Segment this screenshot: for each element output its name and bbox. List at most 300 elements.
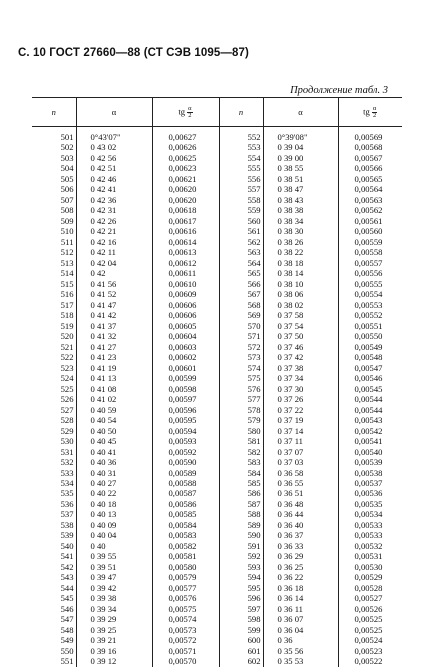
cell-alpha: 0 40 09	[76, 520, 152, 530]
table-continuation-label: Продолжение табл. 3	[290, 85, 388, 96]
table-row	[32, 572, 402, 582]
cell-n: 558	[219, 195, 263, 205]
cell-n: 532	[60, 457, 74, 468]
cell-tan-half-alpha: 0,00539	[338, 457, 402, 467]
cell-alpha: 0 40 36	[76, 457, 152, 467]
cell-n: 531	[60, 446, 74, 457]
cell-tan-half-alpha: 0,00595	[152, 415, 219, 425]
cell-tan-half-alpha: 0,00559	[338, 237, 402, 247]
cell-n: 568	[219, 300, 263, 310]
column-header-n-2: n	[219, 98, 263, 127]
cell-alpha: 0 37 38	[263, 363, 338, 373]
cell-alpha: 0 36 07	[263, 614, 338, 624]
cell-tan-half-alpha: 0,00532	[338, 541, 402, 551]
cell-n: 551	[60, 656, 74, 667]
cell-tan-half-alpha: 0,00620	[152, 184, 219, 194]
cell-tan-half-alpha: 0,00602	[152, 352, 219, 362]
cell-tan-half-alpha: 0,00616	[152, 226, 219, 236]
cell-n: 516	[60, 289, 74, 300]
cell-n: 519	[60, 320, 74, 331]
half-alpha-fraction	[372, 106, 377, 119]
cell-tan-half-alpha: 0,00546	[338, 373, 402, 383]
cell-n: 573	[219, 352, 263, 362]
cell-n: 548	[60, 624, 74, 635]
cell-n: 582	[219, 447, 263, 457]
cell-n: 565	[219, 268, 263, 278]
table-row	[32, 530, 402, 540]
cell-n: 587	[219, 499, 263, 509]
cell-alpha: 0 42 36	[76, 195, 152, 205]
column-header-tan-half-alpha-2	[338, 98, 402, 127]
cell-tan-half-alpha: 0,00626	[152, 142, 219, 152]
cell-tan-half-alpha: 0,00538	[338, 468, 402, 478]
cell-alpha: 0 37 46	[263, 342, 338, 352]
cell-n: 542	[60, 561, 74, 572]
cell-n: 589	[219, 520, 263, 530]
cell-alpha: 0 36 55	[263, 478, 338, 488]
cell-tan-half-alpha: 0,00556	[338, 268, 402, 278]
half-alpha-fraction	[187, 106, 192, 119]
cell-tan-half-alpha: 0,00554	[338, 289, 402, 299]
cell-alpha: 0 41 42	[76, 310, 152, 320]
cell-n: 510	[60, 226, 74, 237]
table-row	[32, 237, 402, 247]
cell-n: 504	[60, 163, 74, 174]
table-row	[32, 279, 402, 289]
cell-tan-half-alpha: 0,00599	[152, 373, 219, 383]
cell-alpha: 0 42 41	[76, 184, 152, 194]
cell-tan-half-alpha: 0,00533	[338, 530, 402, 540]
cell-tan-half-alpha: 0,00533	[338, 520, 402, 530]
cell-n: 508	[60, 205, 74, 216]
cell-alpha: 0 39 42	[76, 583, 152, 593]
cell-tan-half-alpha: 0,00620	[152, 195, 219, 205]
cell-alpha: 0 38 47	[263, 184, 338, 194]
cell-tan-half-alpha: 0,00553	[338, 300, 402, 310]
cell-alpha: 0 41 52	[76, 289, 152, 299]
table-row	[32, 394, 402, 404]
table-row	[32, 520, 402, 530]
cell-tan-half-alpha: 0,00593	[152, 436, 219, 446]
cell-alpha: 0 36 51	[263, 488, 338, 498]
cell-alpha: 0 36 58	[263, 468, 338, 478]
cell-alpha: 0 40 13	[76, 509, 152, 519]
cell-tan-half-alpha: 0,00564	[338, 184, 402, 194]
cell-alpha: 0 36 04	[263, 625, 338, 635]
cell-tan-half-alpha: 0,00575	[152, 604, 219, 614]
cell-n: 545	[60, 593, 74, 604]
cell-tan-half-alpha: 0,00555	[338, 279, 402, 289]
tan-label: tg	[178, 105, 186, 116]
cell-tan-half-alpha: 0,00545	[338, 384, 402, 394]
cell-alpha: 0 38 14	[263, 268, 338, 278]
cell-tan-half-alpha: 0,00580	[152, 562, 219, 572]
cell-n: 521	[60, 341, 74, 352]
cell-alpha: 0 42 46	[76, 174, 152, 184]
cell-n: 517	[60, 299, 74, 310]
cell-n: 538	[60, 519, 74, 530]
cell-tan-half-alpha: 0,00537	[338, 478, 402, 488]
cell-alpha: 0 40 59	[76, 405, 152, 415]
cell-tan-half-alpha: 0,00617	[152, 216, 219, 226]
cell-tan-half-alpha: 0,00552	[338, 310, 402, 320]
cell-n: 578	[219, 405, 263, 415]
cell-alpha: 0°39'08"	[263, 127, 338, 143]
cell-alpha: 0 41 19	[76, 363, 152, 373]
cell-tan-half-alpha: 0,00592	[152, 447, 219, 457]
cell-tan-half-alpha: 0,00534	[338, 509, 402, 519]
cell-alpha: 0 38 38	[263, 205, 338, 215]
table-row	[32, 352, 402, 362]
cell-alpha: 0 42 56	[76, 153, 152, 163]
cell-alpha: 0 35 53	[263, 656, 338, 666]
cell-alpha: 0 37 42	[263, 352, 338, 362]
table-row	[32, 541, 402, 551]
cell-n: 523	[60, 362, 74, 373]
cell-tan-half-alpha: 0,00603	[152, 342, 219, 352]
cell-n: 561	[219, 226, 263, 236]
table-row	[32, 205, 402, 215]
cell-n: 591	[219, 541, 263, 551]
cell-tan-half-alpha: 0,00568	[338, 142, 402, 152]
cell-n: 564	[219, 258, 263, 268]
cell-n: 536	[60, 498, 74, 509]
cell-alpha: 0 39 38	[76, 593, 152, 603]
cell-tan-half-alpha: 0,00558	[338, 247, 402, 257]
cell-tan-half-alpha: 0,00522	[338, 656, 402, 666]
cell-n: 560	[219, 216, 263, 226]
cell-alpha: 0 37 22	[263, 405, 338, 415]
cell-alpha: 0 36	[263, 635, 338, 645]
cell-alpha: 0 37 30	[263, 384, 338, 394]
cell-n: 599	[219, 625, 263, 635]
cell-n: 543	[60, 572, 74, 583]
cell-alpha: 0 42 31	[76, 205, 152, 215]
table-row	[32, 310, 402, 320]
cell-n: 559	[219, 205, 263, 215]
table-row	[32, 163, 402, 173]
cell-n: 534	[60, 477, 74, 488]
cell-alpha: 0 36 44	[263, 509, 338, 519]
cell-n: 579	[219, 415, 263, 425]
table-row	[32, 499, 402, 509]
cell-alpha: 0 37 03	[263, 457, 338, 467]
table-row	[32, 625, 402, 635]
cell-n: 563	[219, 247, 263, 257]
cell-n: 596	[219, 593, 263, 603]
cell-n: 577	[219, 394, 263, 404]
cell-n: 556	[219, 174, 263, 184]
cell-tan-half-alpha: 0,00525	[338, 625, 402, 635]
cell-n: 593	[219, 562, 263, 572]
cell-alpha: 0 43 02	[76, 142, 152, 152]
cell-alpha: 0 38 34	[263, 216, 338, 226]
cell-alpha: 0 37 58	[263, 310, 338, 320]
cell-tan-half-alpha: 0,00523	[338, 646, 402, 656]
cell-alpha: 0 38 06	[263, 289, 338, 299]
cell-tan-half-alpha: 0,00604	[152, 331, 219, 341]
cell-n: 520	[60, 331, 74, 342]
table-row	[32, 488, 402, 498]
cell-tan-half-alpha: 0,00609	[152, 289, 219, 299]
cell-alpha: 0 42 26	[76, 216, 152, 226]
cell-tan-half-alpha: 0,00550	[338, 331, 402, 341]
cell-alpha: 0 39 51	[76, 562, 152, 572]
cell-n: 592	[219, 551, 263, 561]
cell-n: 585	[219, 478, 263, 488]
cell-n: 509	[60, 215, 74, 226]
cell-tan-half-alpha: 0,00541	[338, 436, 402, 446]
cell-tan-half-alpha: 0,00589	[152, 468, 219, 478]
cell-tan-half-alpha: 0,00540	[338, 447, 402, 457]
cell-alpha: 0 40 50	[76, 426, 152, 436]
cell-n: 571	[219, 331, 263, 341]
cell-tan-half-alpha: 0,00588	[152, 478, 219, 488]
cell-tan-half-alpha: 0,00560	[338, 226, 402, 236]
cell-n: 553	[219, 142, 263, 152]
cell-n: 525	[60, 383, 74, 394]
cell-alpha: 0 39 34	[76, 604, 152, 614]
cell-tan-half-alpha: 0,00525	[338, 614, 402, 624]
cell-n: 588	[219, 509, 263, 519]
cell-n: 546	[60, 603, 74, 614]
table-row	[32, 184, 402, 194]
table-row	[32, 331, 402, 341]
cell-tan-half-alpha: 0,00551	[338, 321, 402, 331]
table-row	[32, 415, 402, 425]
cell-alpha: 0 37 50	[263, 331, 338, 341]
cell-tan-half-alpha: 0,00596	[152, 405, 219, 415]
fraction-denominator: 2	[373, 111, 377, 119]
cell-alpha: 0 41 02	[76, 394, 152, 404]
cell-n: 590	[219, 530, 263, 540]
table-row	[32, 478, 402, 488]
cell-alpha: 0 37 34	[263, 373, 338, 383]
cell-n: 584	[219, 468, 263, 478]
table-row	[32, 604, 402, 614]
cell-tan-half-alpha: 0,00587	[152, 488, 219, 498]
cell-alpha: 0 36 40	[263, 520, 338, 530]
table-row	[32, 468, 402, 478]
cell-tan-half-alpha: 0,00530	[338, 562, 402, 572]
cell-n: 501	[60, 132, 74, 142]
cell-alpha: 0 39 55	[76, 551, 152, 561]
cell-n: 575	[219, 373, 263, 383]
cell-alpha: 0 38 55	[263, 163, 338, 173]
cell-n: 537	[60, 509, 74, 520]
cell-n: 550	[60, 645, 74, 656]
table-row	[32, 195, 402, 205]
tan-label: tg	[363, 105, 370, 116]
cell-tan-half-alpha: 0,00585	[152, 509, 219, 519]
table-row	[32, 373, 402, 383]
cell-n: 522	[60, 352, 74, 363]
cell-tan-half-alpha: 0,00544	[338, 394, 402, 404]
cell-alpha: 0 39 12	[76, 656, 152, 666]
cell-alpha: 0 39 47	[76, 572, 152, 582]
cell-n: 570	[219, 321, 263, 331]
cell-alpha: 0 41 23	[76, 352, 152, 362]
cell-tan-half-alpha: 0,00562	[338, 205, 402, 215]
cell-tan-half-alpha: 0,00582	[152, 541, 219, 551]
cell-tan-half-alpha: 0,00586	[152, 499, 219, 509]
cell-tan-half-alpha: 0,00531	[338, 551, 402, 561]
cell-alpha: 0 41 37	[76, 321, 152, 331]
cell-n: 602	[219, 656, 263, 666]
table-row	[32, 646, 402, 656]
cell-n: 533	[60, 467, 74, 478]
cell-tan-half-alpha: 0,00549	[338, 342, 402, 352]
cell-n: 506	[60, 184, 74, 195]
table-row	[32, 300, 402, 310]
cell-n: 503	[60, 152, 74, 163]
cell-n: 595	[219, 583, 263, 593]
table-row	[32, 583, 402, 593]
cell-n: 511	[60, 236, 74, 247]
column-header-alpha: α	[76, 98, 152, 127]
cell-n: 567	[219, 289, 263, 299]
cell-n: 574	[219, 363, 263, 373]
cell-tan-half-alpha: 0,00544	[338, 405, 402, 415]
cell-alpha: 0 41 13	[76, 373, 152, 383]
cell-alpha: 0 37 19	[263, 415, 338, 425]
table-row	[32, 436, 402, 446]
cell-n: 547	[60, 614, 74, 625]
table-row	[32, 226, 402, 236]
cell-n: 528	[60, 415, 74, 426]
table-header-row	[32, 98, 402, 127]
cell-tan-half-alpha: 0,00569	[338, 127, 402, 143]
cell-n: 512	[60, 247, 74, 258]
cell-tan-half-alpha: 0,00581	[152, 551, 219, 561]
cell-n: 557	[219, 184, 263, 194]
cell-tan-half-alpha: 0,00597	[152, 394, 219, 404]
cell-tan-half-alpha: 0,00601	[152, 363, 219, 373]
cell-alpha: 0 39 04	[263, 142, 338, 152]
cell-n: 572	[219, 342, 263, 352]
cell-alpha: 0 41 47	[76, 300, 152, 310]
cell-alpha: 0 37 14	[263, 426, 338, 436]
cell-n: 527	[60, 404, 74, 415]
cell-alpha: 0 39 29	[76, 614, 152, 624]
cell-alpha: 0 38 22	[263, 247, 338, 257]
cell-tan-half-alpha: 0,00605	[152, 321, 219, 331]
cell-alpha: 0 41 32	[76, 331, 152, 341]
cell-alpha: 0 38 10	[263, 279, 338, 289]
cell-n: 583	[219, 457, 263, 467]
cell-alpha: 0 42	[76, 268, 152, 278]
table-row	[32, 142, 402, 152]
cell-alpha: 0 37 11	[263, 436, 338, 446]
table-row	[32, 321, 402, 331]
cell-n: 541	[60, 551, 74, 562]
cell-n: 566	[219, 279, 263, 289]
cell-tan-half-alpha: 0,00625	[152, 153, 219, 163]
table-row	[32, 562, 402, 572]
cell-alpha: 0 39 00	[263, 153, 338, 163]
cell-n: 529	[60, 425, 74, 436]
cell-n: 526	[60, 394, 74, 405]
cell-tan-half-alpha: 0,00583	[152, 530, 219, 540]
column-header-tan-half-alpha	[152, 98, 219, 127]
table-row	[32, 289, 402, 299]
cell-tan-half-alpha: 0,00566	[338, 163, 402, 173]
cell-n: 502	[60, 142, 74, 153]
cell-alpha: 0 40 27	[76, 478, 152, 488]
fraction-numerator: α	[372, 104, 377, 112]
cell-tan-half-alpha: 0,00557	[338, 258, 402, 268]
column-header-n: n	[32, 98, 76, 127]
cell-tan-half-alpha: 0,00526	[338, 604, 402, 614]
cell-tan-half-alpha: 0,00524	[338, 635, 402, 645]
cell-tan-half-alpha: 0,00563	[338, 195, 402, 205]
cell-tan-half-alpha: 0,00573	[152, 625, 219, 635]
cell-tan-half-alpha: 0,00614	[152, 237, 219, 247]
cell-tan-half-alpha: 0,00606	[152, 300, 219, 310]
cell-alpha: 0 42 21	[76, 226, 152, 236]
cell-alpha: 0 36 37	[263, 530, 338, 540]
cell-alpha: 0 36 11	[263, 604, 338, 614]
cell-n: 601	[219, 646, 263, 656]
cell-n: 518	[60, 310, 74, 321]
cell-tan-half-alpha: 0,00567	[338, 153, 402, 163]
cell-tan-half-alpha: 0,00570	[152, 656, 219, 666]
cell-alpha: 0 39 25	[76, 625, 152, 635]
table-row	[32, 405, 402, 415]
cell-n: 562	[219, 237, 263, 247]
cell-n: 597	[219, 604, 263, 614]
cell-alpha: 0 42 11	[76, 247, 152, 257]
table-row	[32, 509, 402, 519]
cell-alpha: 0 39 16	[76, 646, 152, 656]
table-row	[32, 551, 402, 561]
cell-tan-half-alpha: 0,00529	[338, 572, 402, 582]
cell-tan-half-alpha: 0,00528	[338, 583, 402, 593]
cell-n: 514	[60, 268, 74, 279]
cell-alpha: 0 40 22	[76, 488, 152, 498]
cell-n: 539	[60, 530, 74, 541]
cell-n: 600	[219, 635, 263, 645]
cell-alpha: 0 38 43	[263, 195, 338, 205]
cell-n: 505	[60, 173, 74, 184]
cell-tan-half-alpha: 0,00565	[338, 174, 402, 184]
cell-tan-half-alpha: 0,00547	[338, 363, 402, 373]
cell-n: 535	[60, 488, 74, 499]
cell-alpha: 0 40 45	[76, 436, 152, 446]
cell-alpha: 0 37 26	[263, 394, 338, 404]
cell-n: 598	[219, 614, 263, 624]
table-row	[32, 635, 402, 645]
cell-tan-half-alpha: 0,00574	[152, 614, 219, 624]
table-row	[32, 342, 402, 352]
table-row	[32, 258, 402, 268]
table-row	[32, 153, 402, 163]
angle-table	[32, 97, 402, 667]
cell-alpha: 0 36 33	[263, 541, 338, 551]
cell-tan-half-alpha: 0,00527	[338, 593, 402, 603]
cell-alpha: 0 40 31	[76, 468, 152, 478]
cell-tan-half-alpha: 0,00611	[152, 268, 219, 278]
cell-tan-half-alpha: 0,00576	[152, 593, 219, 603]
cell-tan-half-alpha: 0,00548	[338, 352, 402, 362]
table-row	[32, 614, 402, 624]
cell-n: 554	[219, 153, 263, 163]
cell-alpha: 0 40 18	[76, 499, 152, 509]
cell-n: 569	[219, 310, 263, 320]
table-row	[32, 268, 402, 278]
cell-n: 507	[60, 194, 74, 205]
table-row	[32, 656, 402, 666]
